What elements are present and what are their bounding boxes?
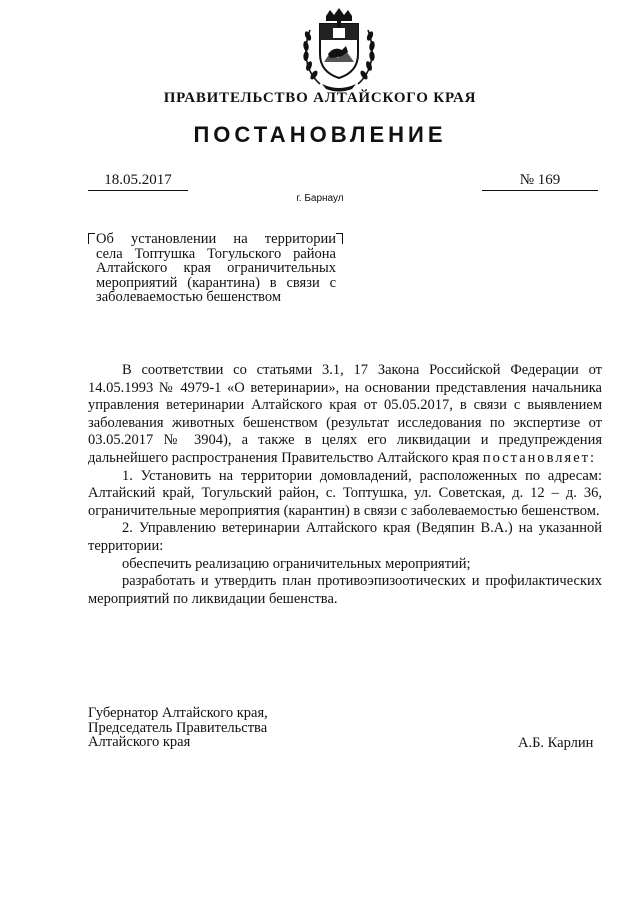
issue-city: г. Барнаул: [296, 193, 344, 204]
coat-of-arms-icon: [298, 6, 380, 92]
signer-name: А.Б. Карлин: [518, 735, 594, 751]
title-corner-right: [336, 233, 343, 244]
document-number: № 169: [482, 172, 598, 191]
title-line: Алтайского края ограничительных: [96, 260, 336, 276]
preamble-text: В соответствии со статьями 3.1, 17 Закона Российской Федерации от 14.05.1993 № 4979-1 «О ветеринарии», на основании представления начальника управления ветеринарии Алтайского края от 05.05.2017, в связи с выявлением заболевания животных бешенством (результат исследования по экспертизе от 03.05.2017 № 3904), а также в целях его ликвидации и предупреждения дальнейшего распространения Правительство Алтайского края: [88, 362, 602, 466]
preamble-paragraph: [88, 362, 602, 468]
signature-position: [88, 706, 268, 750]
document-date: 18.05.2017: [88, 172, 188, 191]
item-2: 2. Управлению ветеринарии Алтайского края (Ведяпин В.А.) на указанной территории:: [88, 520, 602, 554]
position-line: Губернатор Алтайского края,: [88, 705, 268, 721]
resolves-word: постановляет:: [482, 449, 597, 466]
government-name: ПРАВИТЕЛЬСТВО АЛТАЙСКОГО КРАЯ: [163, 90, 477, 106]
position-line: Председатель Правительства: [88, 719, 268, 736]
document-title: [96, 232, 336, 305]
position-line: Алтайского края: [88, 734, 191, 750]
item-1: 1. Установить на территории домовладений, расположенных по адресам: Алтайский край, Тогульский район, с. Топтушка, ул. Советская, д. 12 – д. 36, ограничительные мероприятия (карантин) в связи с заболеваемостью бешенством.: [88, 467, 602, 519]
title-line: села Топтушка Тогульского района: [96, 245, 336, 262]
document-body: [88, 362, 602, 608]
title-line: мероприятий (карантина) в связи с: [96, 274, 336, 291]
document-type: ПОСТАНОВЛЕНИЕ: [193, 122, 447, 147]
title-line: Об установлении на территории: [96, 231, 336, 247]
item-2-b: разработать и утвердить план противоэпизоотических и профилактических мероприятий по ликвидации бешенства.: [88, 573, 602, 607]
title-corner-left: [88, 233, 95, 244]
title-line: заболеваемостью бешенством: [96, 289, 282, 305]
item-2-a: обеспечить реализацию ограничительных мероприятий;: [122, 555, 471, 572]
